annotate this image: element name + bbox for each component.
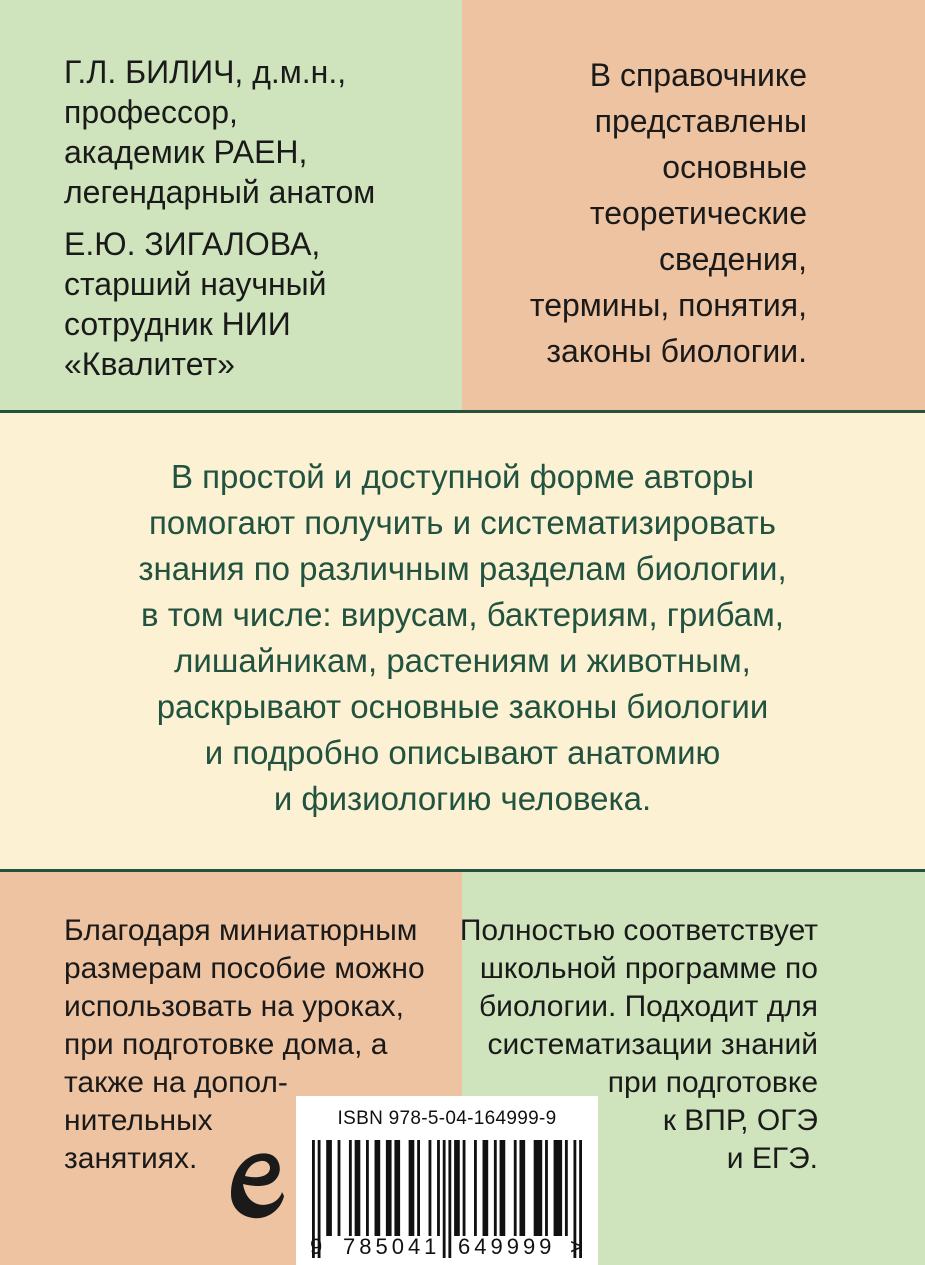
summary-line: В справочнике: [589, 57, 807, 93]
summary-line: сведения,: [659, 241, 807, 277]
compliance-line: при подготовке: [607, 1066, 818, 1099]
barcode-bar: [514, 1140, 517, 1236]
barcode-bar: [349, 1140, 352, 1236]
barcode-bar: [474, 1140, 477, 1236]
barcode-digit-first: 9: [310, 1234, 323, 1259]
barcode-bar: [417, 1140, 420, 1236]
usage-line: занятиях.: [64, 1142, 198, 1175]
author-line: старший научный: [64, 266, 327, 302]
barcode-bar: [519, 1140, 525, 1236]
barcode-digits: [296, 1231, 598, 1261]
summary-line: теоретические: [589, 195, 807, 231]
barcode-bar: [534, 1140, 543, 1236]
isbn-label: ISBN 978-5-04-164999-9: [337, 1108, 557, 1129]
barcode-bar: [483, 1140, 489, 1236]
summary-line: основные: [662, 149, 807, 185]
usage-line: также на допол-: [64, 1066, 288, 1099]
description-text: [0, 454, 925, 822]
barcode-bar: [326, 1140, 332, 1236]
summary-line: термины, понятия,: [529, 287, 807, 323]
barcode-bar: [500, 1140, 506, 1236]
description-line: помогают получить и систематизировать: [149, 504, 776, 541]
usage-line: использовать на уроках,: [64, 990, 405, 1023]
isbn-barcode-box: [296, 1096, 598, 1265]
barcode-bar: [386, 1140, 392, 1236]
barcode-bar: [565, 1140, 568, 1236]
compliance-line: систематизации знаний: [487, 1028, 818, 1061]
barcode-bar: [554, 1140, 563, 1236]
description-line: и подробно описывают анатомию: [204, 734, 721, 771]
usage-line: размерам пособие можно: [64, 952, 425, 985]
author-line: «Квалитет»: [64, 346, 235, 382]
description-line: и физиологию человека.: [273, 780, 652, 817]
barcode-bar: [338, 1140, 341, 1236]
barcode-bar: [429, 1140, 432, 1236]
divider-top: [0, 410, 925, 413]
description-line: раскрывают основные законы биологии: [156, 688, 769, 725]
barcode-bar: [409, 1140, 415, 1236]
description-line: в том числе: вирусам, бактериям, грибам,: [141, 596, 784, 633]
usage-line: нительных: [64, 1104, 213, 1137]
authors-list: [64, 52, 375, 396]
compliance-line: школьной программе по: [479, 952, 818, 985]
author-line: сотрудник НИИ: [64, 306, 291, 342]
barcode-digits-left: 785041: [343, 1234, 441, 1259]
barcode-bar: [375, 1140, 381, 1236]
author-line: академик РАЕН,: [64, 134, 308, 170]
author-line: легендарный анатом: [64, 174, 376, 210]
author-line: профессор,: [64, 94, 238, 130]
usage-line: при подготовке дома, а: [64, 1028, 388, 1061]
barcode-quiet-mark: >: [570, 1234, 583, 1259]
author-line: Е.Ю. ЗИГАЛОВА,: [64, 226, 321, 262]
divider-bottom: [0, 869, 925, 872]
summary-line: законы биологии.: [546, 333, 807, 369]
barcode-digits-right: 649999: [458, 1234, 556, 1259]
compliance-line: и ЕГЭ.: [726, 1142, 818, 1175]
publisher-logo-icon: [221, 1136, 285, 1226]
description-line: В простой и доступной форме авторы: [170, 458, 755, 495]
barcode-bar: [366, 1140, 369, 1236]
compliance-line: Полностью соответствует: [459, 914, 818, 947]
author-bilich: [64, 52, 375, 212]
compliance-line: биологии. Подходит для: [479, 990, 818, 1023]
barcode-bar: [463, 1140, 466, 1236]
summary-text: [530, 52, 807, 374]
barcode-bar: [454, 1140, 460, 1236]
barcode-bar: [545, 1140, 548, 1236]
author-line: Г.Л. БИЛИЧ, д.м.н.,: [64, 54, 347, 90]
barcode-bar: [437, 1140, 440, 1236]
summary-line: представлены: [594, 103, 807, 139]
author-zigalova: [64, 224, 375, 384]
barcode-bar: [494, 1140, 497, 1236]
description-line: знания по различным разделам биологии,: [138, 550, 787, 587]
barcode-bar: [355, 1140, 361, 1236]
compliance-line: к ВПР, ОГЭ: [662, 1104, 818, 1137]
usage-line: Благодаря миниатюрным: [64, 914, 418, 947]
description-line: лишайникам, растениям и животным,: [174, 642, 751, 679]
barcode-bar: [394, 1140, 400, 1236]
